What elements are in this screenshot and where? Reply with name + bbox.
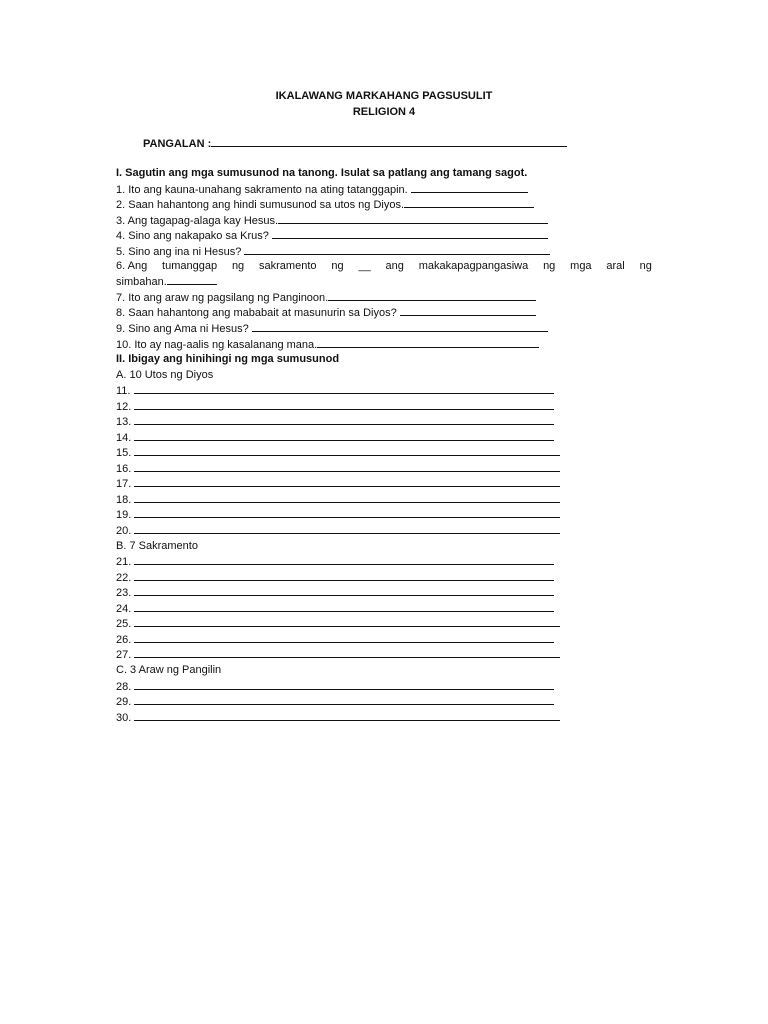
answer-blank[interactable] (328, 290, 536, 301)
answer-line-20: 20. (116, 523, 560, 538)
question-5: 5. Sino ang ina ni Hesus? (116, 244, 550, 259)
answer-line-22: 22. (116, 570, 554, 585)
section-a-heading: A. 10 Utos ng Diyos (116, 369, 214, 381)
name-label: PANGALAN : (143, 138, 212, 150)
answer-blank[interactable] (252, 321, 548, 332)
question-7: 7. Ito ang araw ng pagsilang ng Panginoon. (116, 290, 536, 305)
answer-blank[interactable] (134, 414, 554, 425)
answer-blank[interactable] (134, 694, 554, 705)
answer-blank[interactable] (134, 570, 554, 581)
answer-blank[interactable] (134, 383, 554, 394)
answer-line-28: 28. (116, 679, 554, 694)
answer-line-19: 19. (116, 507, 560, 522)
exam-title: IKALAWANG MARKAHANG PAGSUSULIT (275, 90, 493, 102)
section-c-heading: C. 3 Araw ng Pangilin (116, 664, 222, 676)
answer-line-26: 26. (116, 632, 554, 647)
answer-blank[interactable] (411, 182, 528, 193)
answer-line-27: 27. (116, 647, 560, 662)
answer-blank[interactable] (134, 585, 554, 596)
answer-line-11: 11. (116, 383, 554, 398)
answer-line-29: 29. (116, 694, 554, 709)
answer-line-13: 13. (116, 414, 554, 429)
part1-heading: I. Sagutin ang mga sumusunod na tanong. Isulat sa patlang ang tamang sagot. (116, 167, 528, 179)
answer-blank[interactable] (278, 213, 548, 224)
question-6-line1: 6. Ang tumanggap ng sakramento ng __ ang makakapagpangasiwa ng mga aral ng (116, 260, 652, 272)
answer-blank[interactable] (134, 616, 560, 627)
question-10: 10. Ito ay nag-aalis ng kasalanang mana. (116, 337, 539, 352)
answer-blank[interactable] (134, 445, 560, 456)
answer-line-23: 23. (116, 585, 554, 600)
question-9: 9. Sino ang Ama ni Hesus? (116, 321, 548, 336)
answer-blank[interactable] (272, 228, 548, 239)
answer-blank[interactable] (244, 244, 550, 255)
answer-line-18: 18. (116, 492, 560, 507)
answer-line-16: 16. (116, 461, 560, 476)
answer-line-25: 25. (116, 616, 560, 631)
answer-line-30: 30. (116, 710, 560, 725)
question-1: 1. Ito ang kauna-unahang sakramento na ating tatanggapin. (116, 182, 528, 197)
answer-blank[interactable] (134, 476, 560, 487)
answer-blank[interactable] (134, 399, 554, 410)
answer-blank[interactable] (317, 337, 539, 348)
answer-blank[interactable] (134, 492, 560, 503)
answer-blank[interactable] (134, 647, 560, 658)
answer-line-21: 21. (116, 554, 554, 569)
answer-blank[interactable] (134, 430, 554, 441)
answer-blank[interactable] (400, 305, 536, 316)
answer-blank[interactable] (134, 679, 554, 690)
part2-heading: II. Ibigay ang hinihingi ng mga sumusunod (116, 353, 340, 365)
answer-blank[interactable] (134, 554, 554, 565)
question-6-line2: simbahan. (116, 274, 652, 290)
question-4: 4. Sino ang nakapako sa Krus? (116, 228, 548, 243)
question-8: 8. Saan hahantong ang mababait at masunurin sa Diyos? (116, 305, 536, 320)
answer-line-24: 24. (116, 601, 554, 616)
answer-line-12: 12. (116, 399, 554, 414)
question-2: 2. Saan hahantong ang hindi sumusunod sa utos ng Diyos. (116, 197, 534, 212)
answer-blank[interactable] (134, 507, 560, 518)
answer-line-17: 17. (116, 476, 560, 491)
answer-line-15: 15. (116, 445, 560, 460)
answer-blank[interactable] (134, 523, 560, 534)
answer-blank[interactable] (134, 710, 560, 721)
name-row (143, 136, 567, 151)
exam-subtitle: RELIGION 4 (352, 106, 416, 118)
question-3: 3. Ang tagapag-alaga kay Hesus. (116, 213, 548, 228)
answer-blank[interactable] (134, 632, 554, 643)
answer-blank[interactable] (167, 274, 217, 285)
question-6 (116, 259, 652, 290)
name-blank[interactable] (211, 136, 567, 147)
answer-blank[interactable] (134, 461, 560, 472)
answer-line-14: 14. (116, 430, 554, 445)
answer-blank[interactable] (404, 197, 534, 208)
answer-blank[interactable] (134, 601, 554, 612)
section-b-heading: B. 7 Sakramento (116, 540, 198, 552)
